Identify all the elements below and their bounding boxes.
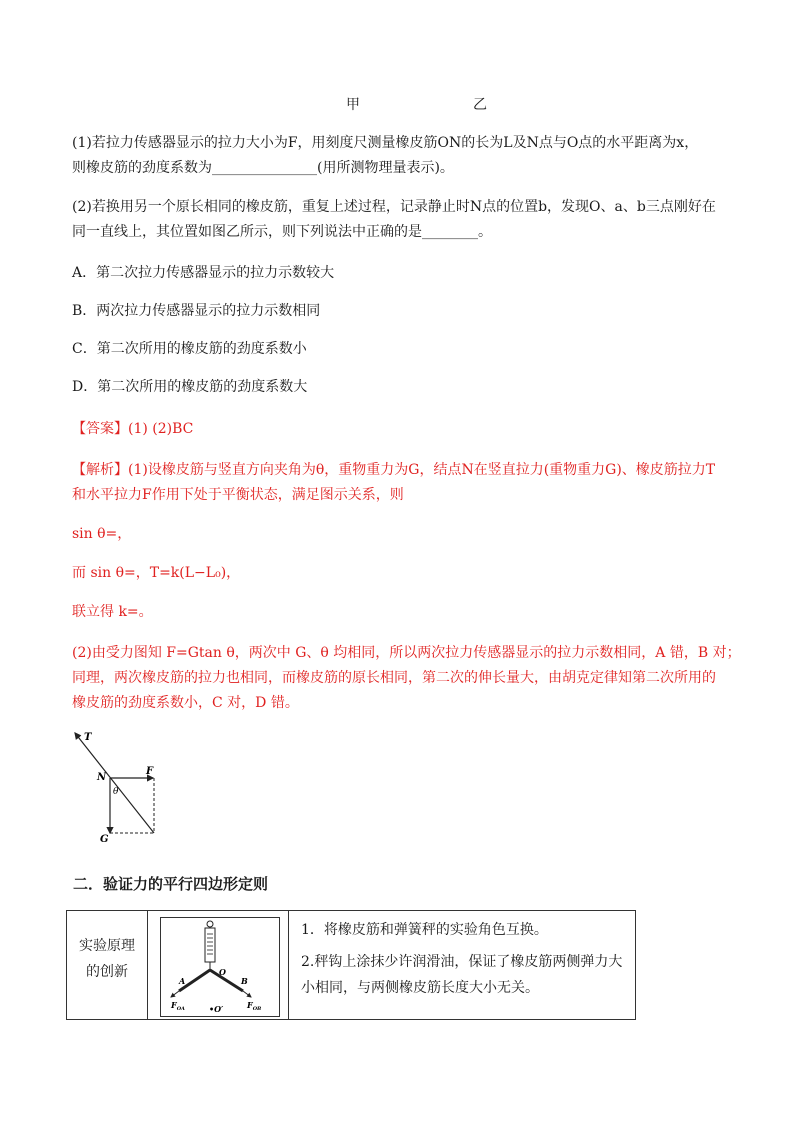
question-1-line-2: 则橡皮筋的劲度系数为_______________(用所测物理量表示)。: [72, 160, 454, 176]
band-ob: [210, 970, 243, 991]
answer: 【答案】(1) (2)BC: [72, 421, 194, 437]
analysis-line-3: sin θ=，: [72, 526, 132, 542]
question-2-line-1: (2)若换用另一个原长相同的橡皮筋，重复上述过程，记录静止时N点的位置b，发现O、a、b三点刚好在: [72, 199, 716, 215]
innovation-point-2: 2.秤钩上涂抹少许润滑油，保证了橡皮筋两侧弹力大小相同，与两侧橡皮筋长度大小无关。: [301, 954, 623, 996]
analysis-line-1: 【解析】(1)设橡皮筋与竖直方向夹角为θ，重物重力为G，结点N在竖直拉力(重物重力G)、橡皮筋拉力T: [72, 462, 716, 478]
analysis-line-6: (2)由受力图知 F=Gtan θ，两次中 G、θ 均相同，所以两次拉力传感器显示的拉力示数相同，A 错，B 对；: [72, 645, 741, 661]
force-diagram: [70, 728, 180, 848]
analysis-line-4: 而 sin θ=，T=k(L−L₀)，: [72, 565, 241, 581]
left-cell-line-2: 的创新: [86, 964, 128, 980]
experiment-table: [66, 910, 636, 1020]
table-figure-cell: [148, 911, 289, 1020]
label-f: F: [146, 766, 154, 777]
label-oprime: •O′: [209, 1004, 224, 1014]
analysis-line-8: 橡皮筋的劲度系数小，C 对，D 错。: [72, 695, 299, 711]
left-cell-line-1: 实验原理: [79, 938, 135, 954]
table-text-cell: [289, 911, 636, 1020]
label-o: O: [219, 967, 226, 977]
figure-label-jia: 甲: [346, 97, 360, 113]
figure-label-yi: 乙: [473, 97, 487, 113]
option-b: B．两次拉力传感器显示的拉力示数相同: [72, 303, 321, 319]
label-g: G: [100, 834, 109, 845]
option-a: A．第二次拉力传感器显示的拉力示数较大: [72, 265, 335, 281]
option-d: D．第二次所用的橡皮筋的劲度系数大: [72, 379, 308, 395]
analysis-line-2: 和水平拉力F作用下处于平衡状态，满足图示关系，则: [72, 487, 404, 503]
arrow-fob: [243, 991, 251, 997]
label-foa: $F_{OA}$: [171, 1000, 185, 1012]
table-left-cell: [67, 911, 148, 1020]
tension-line: [75, 733, 154, 833]
question-1-line-1: (1)若拉力传感器显示的拉力大小为F，用刻度尺测量橡皮筋ON的长为L及N点与O点的水平距离为x，: [72, 135, 699, 151]
innovation-point-1: 1．将橡皮筋和弹簧秤的实验角色互换。: [301, 922, 548, 938]
question-2-line-2: 同一直线上，其位置如图乙所示，则下列说法中正确的是________。: [72, 224, 492, 240]
label-a: A: [179, 976, 186, 986]
analysis-line-5: 联立得 k=。: [72, 604, 153, 620]
apparatus-figure: [161, 918, 279, 1016]
analysis-line-7: 同理，两次橡皮筋的拉力也相同，而橡皮筋的原长相同，第二次的伸长量大，由胡克定律知第二次所用的: [72, 670, 716, 686]
label-n: N: [97, 772, 107, 783]
option-c: C．第二次所用的橡皮筋的劲度系数小: [72, 341, 307, 357]
arrow-foa: [171, 991, 179, 997]
label-fob: $F_{OB}$: [247, 1000, 262, 1012]
label-t: T: [84, 732, 92, 743]
label-theta: θ: [113, 787, 119, 797]
scale-ring: [207, 921, 213, 927]
section-title: 二．验证力的平行四边形定则: [73, 875, 269, 893]
apparatus-figure-frame: [160, 917, 280, 1017]
label-b: B: [241, 976, 248, 986]
spring-scale: [205, 928, 215, 962]
